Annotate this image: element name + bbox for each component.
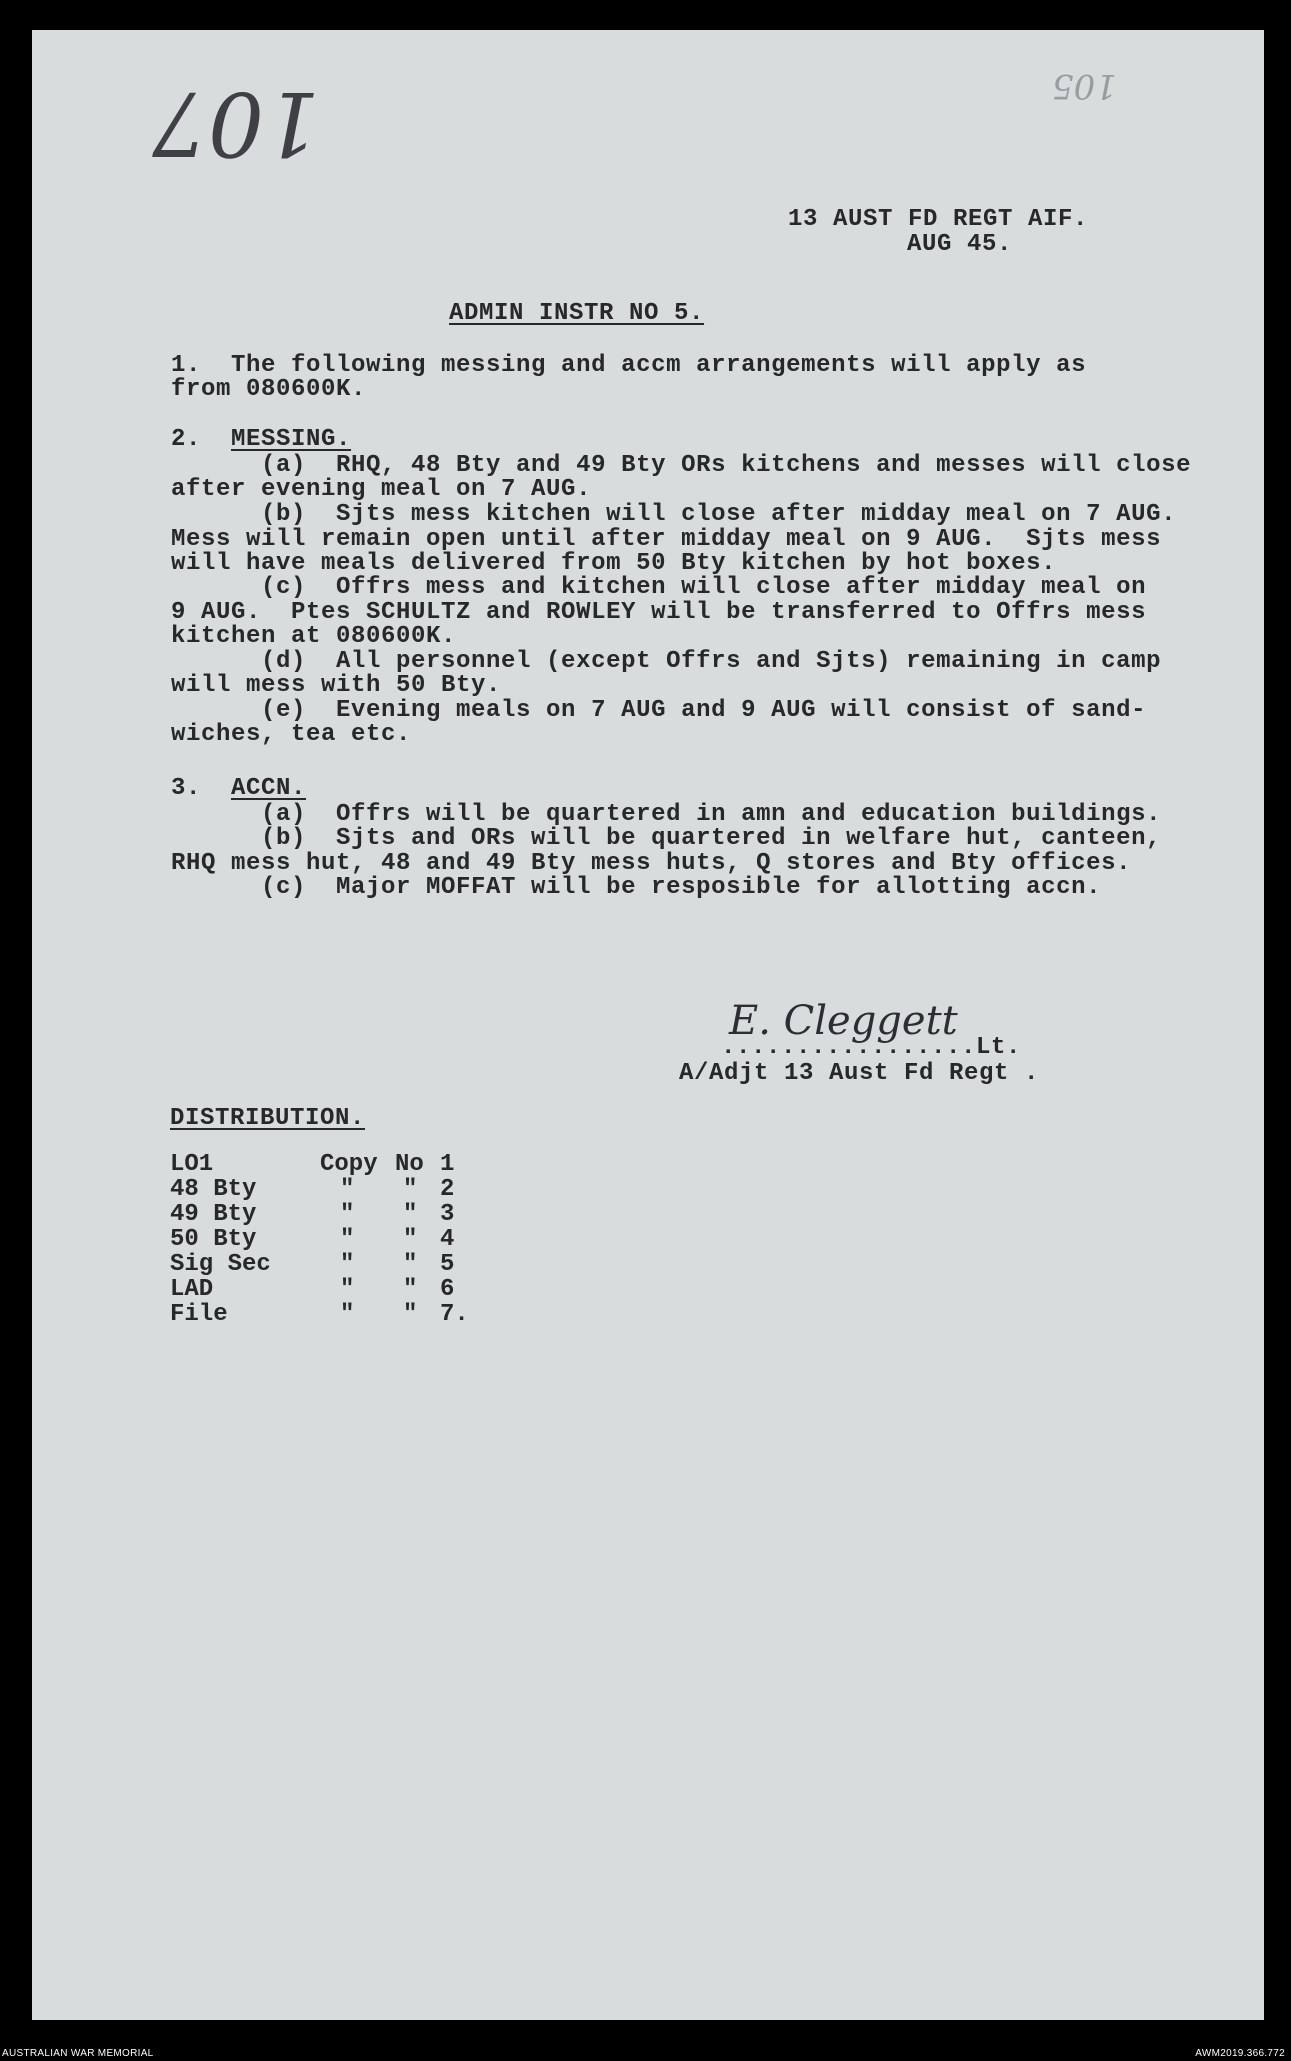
copy-number-cell: 2 (440, 1176, 455, 1203)
table-row (170, 1277, 469, 1302)
body-line: 9 AUG. Ptes SCHULTZ and ROWLEY will be transferred to Offrs mess (171, 599, 1147, 626)
copy-number-cell: 5 (440, 1251, 455, 1278)
copy-cell: " (340, 1301, 355, 1328)
copy-number-cell: 7. (440, 1301, 469, 1328)
recipient-cell: LAD (170, 1276, 214, 1303)
section-heading-messing: 2. MESSING. (171, 426, 352, 453)
recipient-cell: 48 Bty (170, 1176, 257, 1203)
body-line: after evening meal on 7 AUG. (171, 476, 592, 503)
body-line: (b) Sjts and ORs will be quartered in welfare hut, canteen, (171, 825, 1162, 852)
body-line: wiches, tea etc. (171, 721, 412, 748)
document-page (32, 30, 1264, 2020)
copy-number-cell: 6 (440, 1276, 455, 1303)
copy-cell: " (340, 1276, 355, 1303)
table-row (170, 1227, 469, 1252)
copy-cell: " (340, 1201, 355, 1228)
table-row (170, 1152, 469, 1177)
copy-cell: " (340, 1251, 355, 1278)
body-line: (e) Evening meals on 7 AUG and 9 AUG will consist of sand- (171, 697, 1147, 724)
table-row (170, 1252, 469, 1277)
table-row (170, 1302, 469, 1327)
copy-cell: " (340, 1176, 355, 1203)
body-line: Mess will remain open until after midday meal on 9 AUG. Sjts mess (171, 526, 1162, 553)
recipient-cell: 49 Bty (170, 1201, 257, 1228)
body-line: (b) Sjts mess kitchen will close after midday meal on 7 AUG. (171, 501, 1177, 528)
copy-number-cell: 1 (440, 1151, 455, 1178)
body-line: kitchen at 080600K. (171, 623, 457, 650)
no-cell: " (403, 1276, 418, 1303)
copy-number-cell: 3 (440, 1201, 455, 1228)
recipient-cell: 50 Bty (170, 1226, 257, 1253)
no-cell: " (403, 1301, 418, 1328)
body-line: (a) RHQ, 48 Bty and 49 Bty ORs kitchens and messes will close (171, 452, 1192, 479)
table-row (170, 1202, 469, 1227)
signatory-appointment: A/Adjt 13 Aust Fd Regt . (679, 1060, 1040, 1087)
no-cell: " (403, 1226, 418, 1253)
no-cell: " (403, 1251, 418, 1278)
distribution-heading: DISTRIBUTION. (170, 1105, 366, 1132)
section-heading-messing-text: MESSING. (231, 426, 352, 453)
body-line: RHQ mess hut, 48 and 49 Bty mess huts, Q stores and Bty offices. (171, 850, 1132, 877)
signature-line: .................Lt. (721, 1034, 1022, 1061)
recipient-cell: LO1 (170, 1151, 214, 1178)
body-line: will mess with 50 Bty. (171, 672, 502, 699)
unit-heading: 13 AUST FD REGT AIF. (788, 206, 1089, 233)
body-line: will have meals delivered from 50 Bty kitchen by hot boxes. (171, 550, 1057, 577)
handwritten-signature: E. Cleggett (729, 998, 958, 1044)
marginal-number-top-right: 105 (1052, 66, 1117, 106)
copy-cell: " (340, 1226, 355, 1253)
body-line: 1. The following messing and accm arrangements will apply as (171, 352, 1087, 379)
recipient-cell: Sig Sec (170, 1251, 271, 1278)
body-line: (d) All personnel (except Offrs and Sjts) remaining in camp (171, 648, 1162, 675)
copy-cell: Copy (320, 1151, 378, 1178)
body-line: (a) Offrs will be quartered in amn and education buildings. (171, 801, 1162, 828)
archive-credit: AUSTRALIAN WAR MEMORIAL (2, 2048, 154, 2059)
body-line: from 080600K. (171, 376, 367, 403)
section-heading-accn-text: ACCN. (231, 775, 307, 802)
no-cell: No (395, 1151, 424, 1178)
table-row (170, 1177, 469, 1202)
copy-number-cell: 4 (440, 1226, 455, 1253)
document-title: ADMIN INSTR NO 5. (449, 300, 705, 327)
body-line: (c) Major MOFFAT will be resposible for allotting accn. (171, 874, 1102, 901)
no-cell: " (403, 1201, 418, 1228)
recipient-cell: File (170, 1301, 228, 1328)
section-heading-accn: 3. ACCN. (171, 775, 307, 802)
distribution-table (170, 1152, 469, 1327)
date-heading: AUG 45. (907, 231, 1013, 258)
no-cell: " (403, 1176, 418, 1203)
body-line: (c) Offrs mess and kitchen will close after midday meal on (171, 574, 1147, 601)
archive-reference: AWM2019.366.772 (1195, 2048, 1285, 2059)
marginal-number-top-left: 107 (152, 72, 320, 175)
